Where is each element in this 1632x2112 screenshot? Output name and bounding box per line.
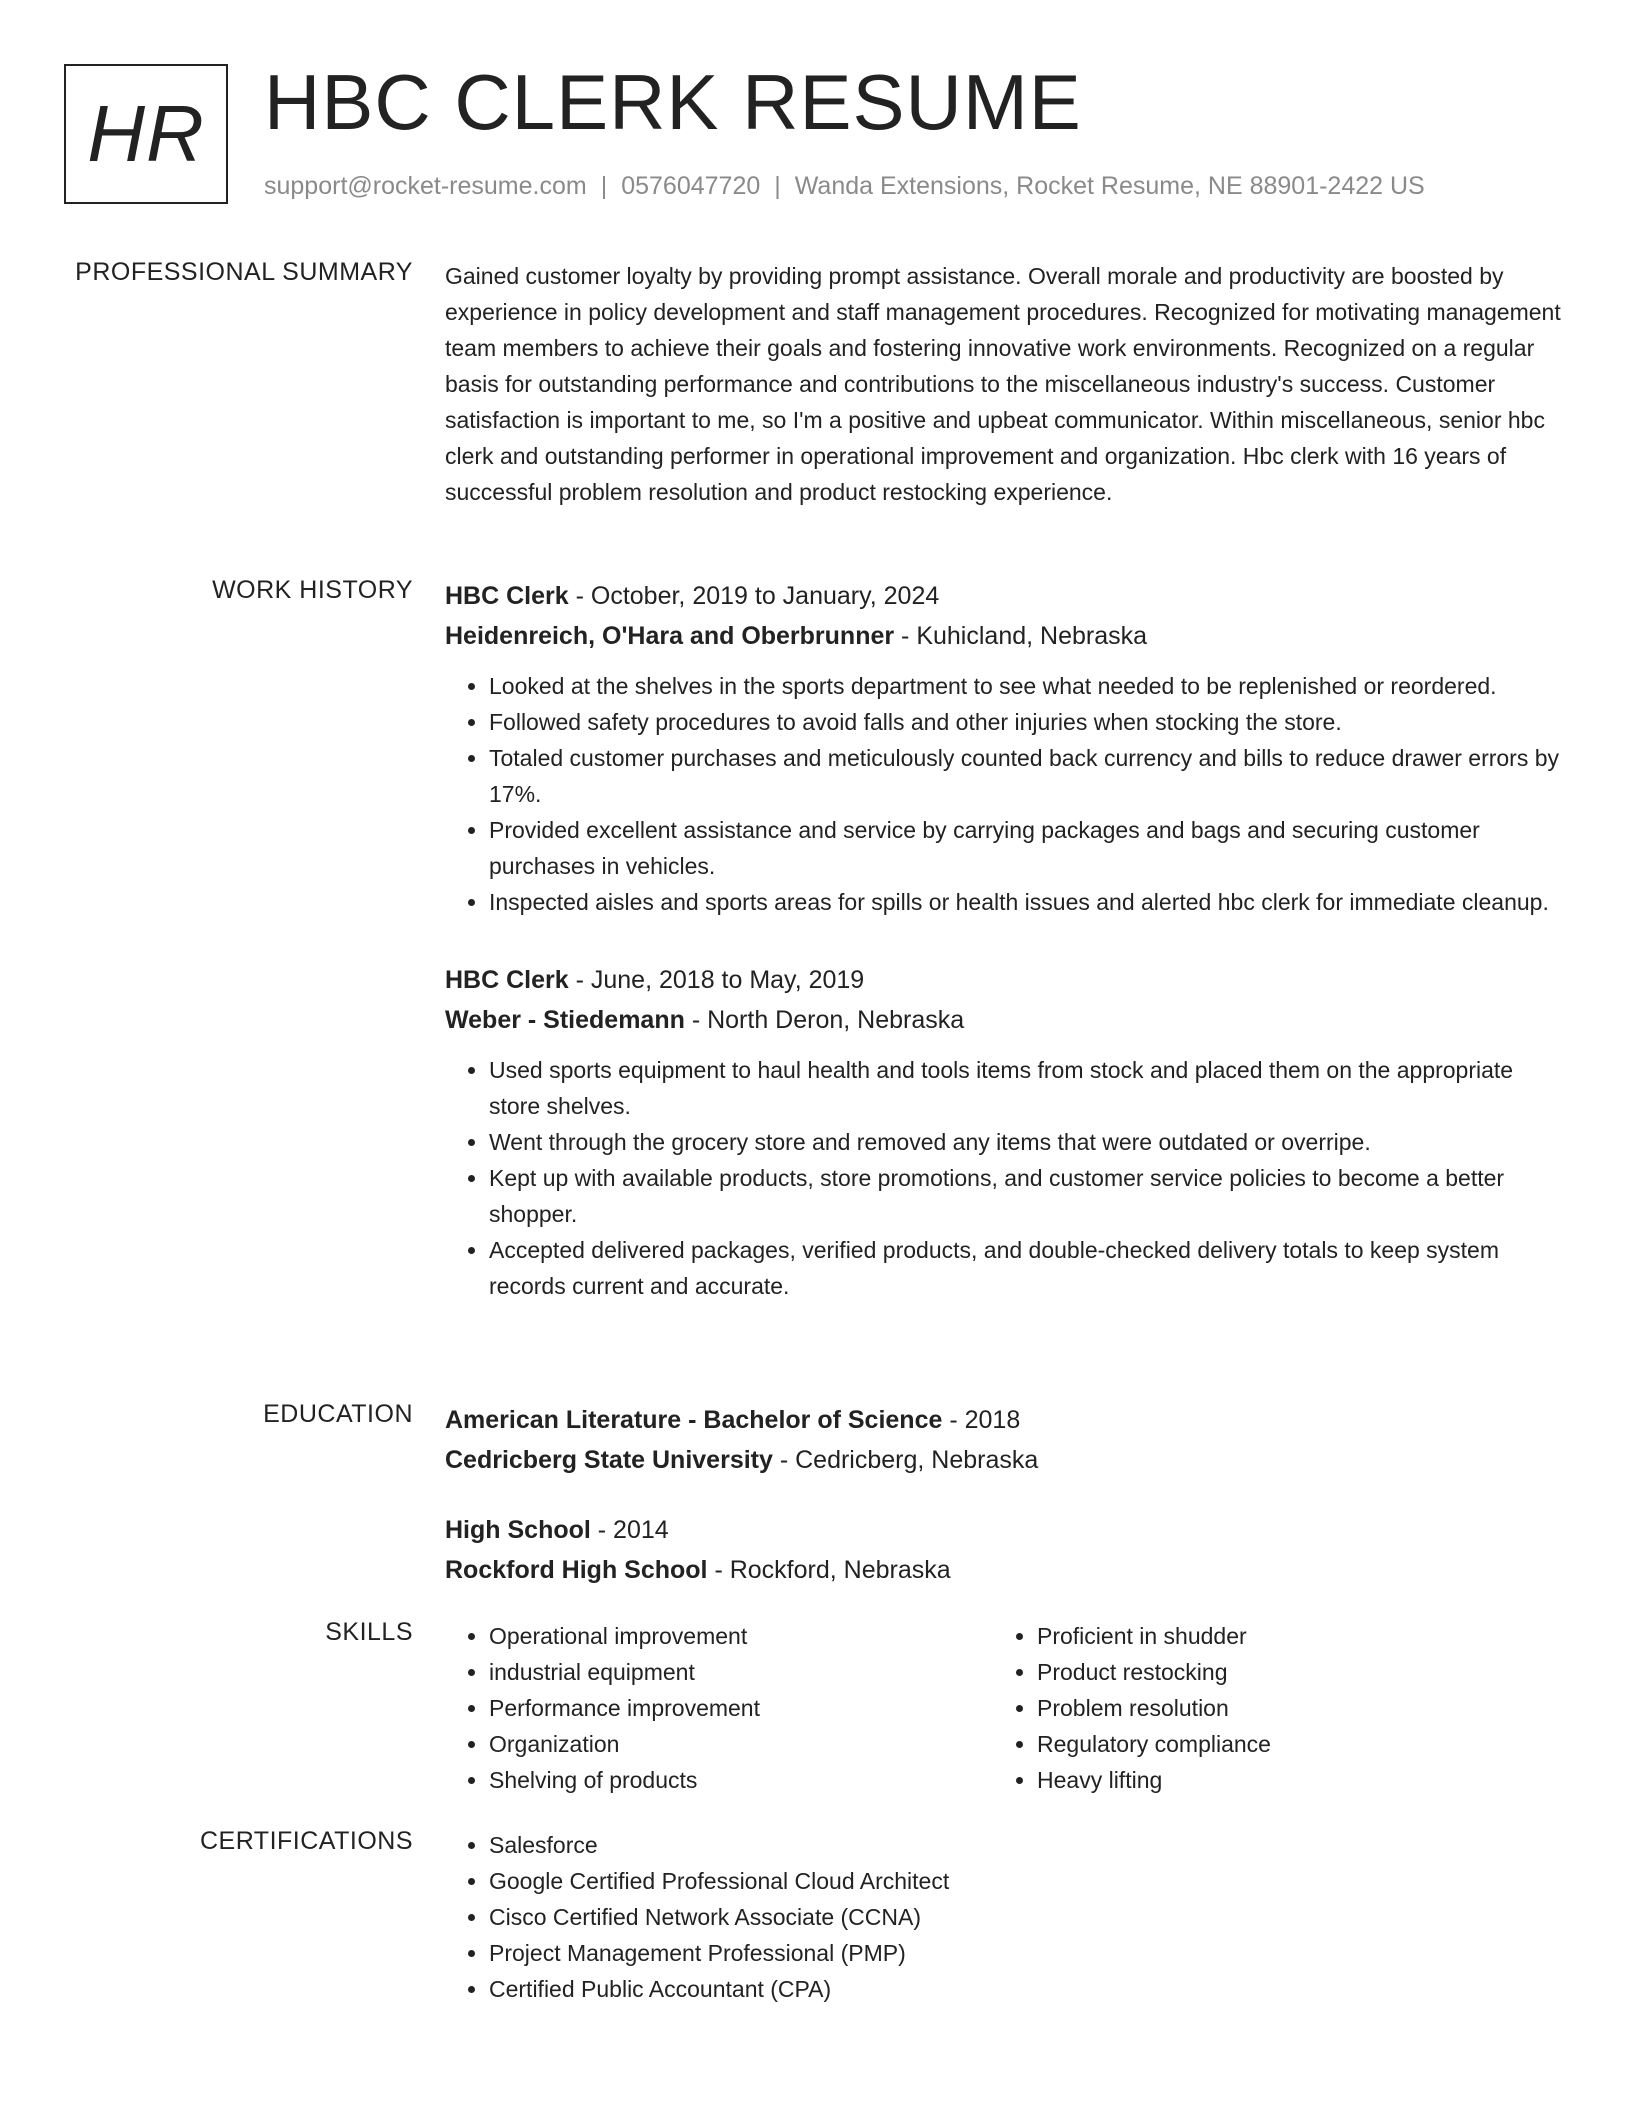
list-item: • Totaled customer purchases and meticulously counted back currency and bills to reduce drawer errors by 17%. <box>489 740 1565 812</box>
job-location: - North Deron, Nebraska <box>684 1006 965 1034</box>
list-item: • industrial equipment <box>489 1654 993 1690</box>
initials-monogram: HR <box>64 64 228 204</box>
list-item: • Product restocking <box>1037 1654 1541 1690</box>
degree: High School <box>445 1516 591 1544</box>
job-entry <box>445 960 1565 1304</box>
summary-body <box>445 258 1565 510</box>
list-item: • Provided excellent assistance and service by carrying packages and bags and securing customer purchases in vehicles. <box>489 812 1565 884</box>
school-line <box>445 1550 1565 1590</box>
work-history-body <box>445 576 1565 1344</box>
job-dates: - October, 2019 to January, 2024 <box>568 582 940 610</box>
school: Cedricberg State University <box>445 1446 773 1474</box>
list-item: • Regulatory compliance <box>1037 1726 1541 1762</box>
list-item: • Accepted delivered packages, verified products, and double-checked delivery totals to keep system records current and accurate. <box>489 1232 1565 1304</box>
contact-line <box>264 172 1425 201</box>
contact-email: support@rocket-resume.com <box>264 172 587 200</box>
certifications-list <box>445 1827 1565 2007</box>
skills-list <box>445 1618 993 1798</box>
school: Rockford High School <box>445 1556 708 1584</box>
job-company: Heidenreich, O'Hara and Oberbrunner <box>445 622 895 650</box>
list-item: • Shelving of products <box>489 1762 993 1798</box>
job-dates: - June, 2018 to May, 2019 <box>568 966 865 994</box>
list-item: • Followed safety procedures to avoid falls and other injuries when stocking the store. <box>489 704 1565 740</box>
contact-separator: | <box>774 172 781 200</box>
list-item: • Salesforce <box>489 1827 1565 1863</box>
list-item: • Problem resolution <box>1037 1690 1541 1726</box>
section-label: CERTIFICATIONS <box>199 1827 413 1855</box>
section-label: EDUCATION <box>263 1400 413 1428</box>
graduation-year: - 2014 <box>590 1516 669 1544</box>
list-item: • Organization <box>489 1726 993 1762</box>
education-body <box>445 1400 1565 1630</box>
list-item: • Operational improvement <box>489 1618 993 1654</box>
degree-line <box>445 1400 1565 1440</box>
contact-separator: | <box>600 172 608 200</box>
section-label: PROFESSIONAL SUMMARY <box>75 258 413 286</box>
job-duties-list <box>445 1052 1565 1304</box>
resume-title: HBC CLERK RESUME <box>264 58 1082 146</box>
list-item: • Proficient in shudder <box>1037 1618 1541 1654</box>
section-label: WORK HISTORY <box>212 576 413 604</box>
list-item: • Looked at the shelves in the sports department to see what needed to be replenished or reordered. <box>489 668 1565 704</box>
job-title-line <box>445 960 1565 1000</box>
job-title: HBC Clerk <box>445 582 569 610</box>
list-item: • Google Certified Professional Cloud Architect <box>489 1863 1565 1899</box>
school-location: - Rockford, Nebraska <box>707 1556 951 1584</box>
certifications-body <box>445 1827 1565 2007</box>
job-company-line <box>445 616 1565 656</box>
job-company: Weber - Stiedemann <box>445 1006 685 1034</box>
list-item: • Kept up with available products, store promotions, and customer service policies to become a better shopper. <box>489 1160 1565 1232</box>
skills-column-left <box>445 1618 993 1798</box>
job-duties-list <box>445 668 1565 920</box>
list-item: • Heavy lifting <box>1037 1762 1541 1798</box>
contact-address: Wanda Extensions, Rocket Resume, NE 88901-2422 US <box>794 172 1425 200</box>
list-item: • Certified Public Accountant (CPA) <box>489 1971 1565 2007</box>
job-company-line <box>445 1000 1565 1040</box>
summary-text: Gained customer loyalty by providing prompt assistance. Overall morale and productivity are boosted by experience in policy development and staff management procedures. Recognized for motivating management team members to achieve their goals and fostering innovative work environments. Recognized on a regular basis for outstanding performance and contributions to the miscellaneous industry's success. Customer satisfaction is important to me, so I'm a positive and upbeat communicator. Within miscellaneous, senior hbc clerk and outstanding performer in operational improvement and organization. Hbc clerk with 16 years of successful problem resolution and product restocking experience. <box>445 263 1561 505</box>
contact-phone: 0576047720 <box>621 172 761 200</box>
section-label: SKILLS <box>325 1618 413 1646</box>
education-entry <box>445 1510 1565 1590</box>
list-item: • Used sports equipment to haul health and tools items from stock and placed them on the appropriate store shelves. <box>489 1052 1565 1124</box>
list-item: • Project Management Professional (PMP) <box>489 1935 1565 1971</box>
skills-list <box>993 1618 1541 1798</box>
resume-header <box>64 58 1584 214</box>
degree-line <box>445 1510 1565 1550</box>
list-item: • Went through the grocery store and removed any items that were outdated or overripe. <box>489 1124 1565 1160</box>
skills-body <box>445 1618 1565 1798</box>
job-title-line <box>445 576 1565 616</box>
list-item: • Performance improvement <box>489 1690 993 1726</box>
education-entry <box>445 1400 1565 1480</box>
job-location: - Kuhicland, Nebraska <box>894 622 1148 650</box>
job-title: HBC Clerk <box>445 966 569 994</box>
degree: American Literature - Bachelor of Science <box>445 1406 943 1434</box>
job-entry <box>445 576 1565 920</box>
graduation-year: - 2018 <box>942 1406 1021 1434</box>
skills-column-right <box>993 1618 1541 1798</box>
list-item: • Cisco Certified Network Associate (CCNA) <box>489 1899 1565 1935</box>
school-location: - Cedricberg, Nebraska <box>772 1446 1039 1474</box>
school-line <box>445 1440 1565 1480</box>
list-item: • Inspected aisles and sports areas for spills or health issues and alerted hbc clerk for immediate cleanup. <box>489 884 1565 920</box>
